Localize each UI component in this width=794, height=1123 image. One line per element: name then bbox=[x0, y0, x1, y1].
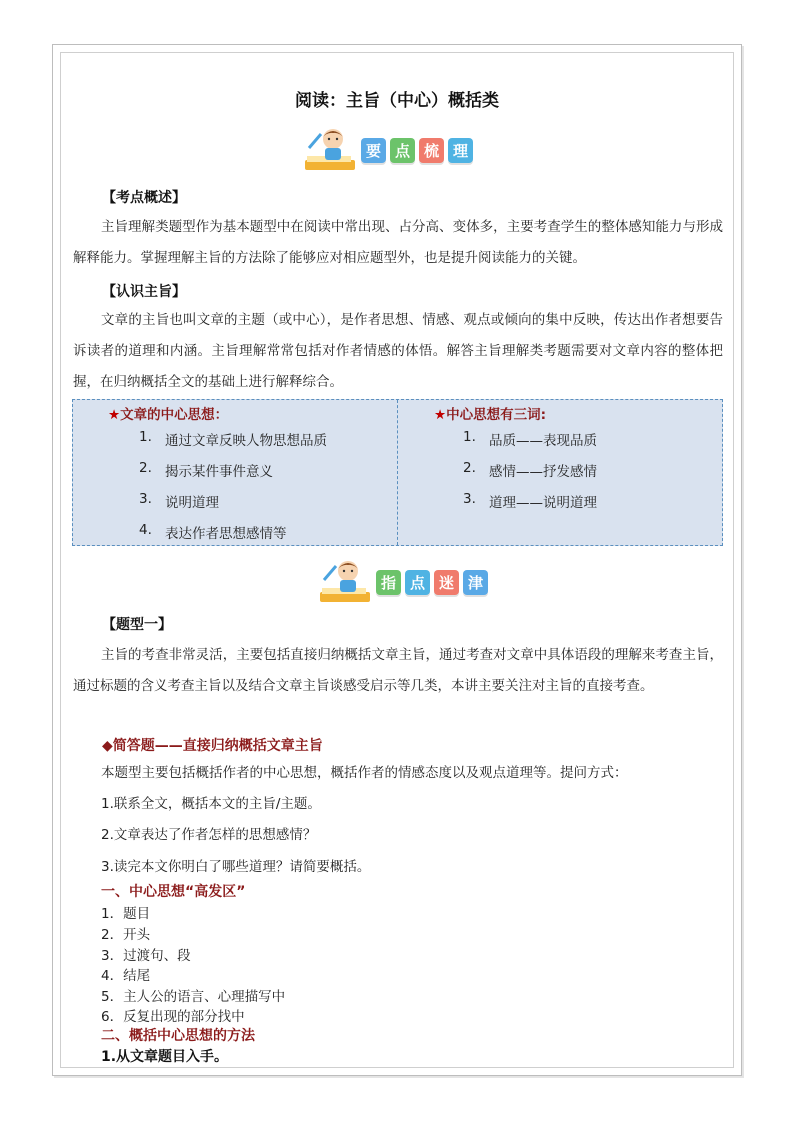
tips-banner bbox=[318, 558, 488, 606]
part1-heading: 一、中心思想“高发区” bbox=[101, 884, 246, 900]
summary-right-column bbox=[398, 400, 722, 545]
part1-item: 2．开头 bbox=[101, 927, 151, 943]
section3-heading: 【题型一】 bbox=[102, 617, 172, 633]
banner1-tile: 梳 bbox=[419, 138, 444, 163]
summary-left-item: 2. 揭示某件事件意义 bbox=[139, 460, 273, 480]
summary-left-item: 4. 表达作者思想感情等 bbox=[139, 522, 287, 542]
part1-item: 3．过渡句、段 bbox=[101, 948, 191, 964]
star-icon: ★ bbox=[434, 407, 447, 423]
banner2-tile: 迷 bbox=[434, 570, 459, 595]
qa-question: 1.联系全文，概括本文的主旨/主题。 bbox=[101, 796, 321, 812]
summary-right-item: 2. 感情——抒发感情 bbox=[463, 460, 597, 480]
section3-text: 主旨的考查非常灵活，主要包括直接归纳概括文章主旨，通过考查对文章中具体语段的理解来考查主旨，通过标题的含义考查主旨以及结合文章主旨谈感受启示等几类，本讲主要关注对主旨的直接考查。 bbox=[73, 647, 723, 694]
banner1-tile: 理 bbox=[448, 138, 473, 163]
qa-question: 2.文章表达了作者怎样的思想感情？ bbox=[101, 827, 317, 843]
summary-right-item: 1. 品质——表现品质 bbox=[463, 429, 597, 449]
part2-item: 1.从文章题目入手。 bbox=[101, 1049, 229, 1065]
student-illustration-icon bbox=[318, 558, 374, 606]
part1-item: 5．主人公的语言、心理描写中 bbox=[101, 989, 286, 1005]
qa-heading: ◆简答题——直接归纳概括文章主旨 bbox=[102, 738, 323, 754]
page-title: 阅读：主旨（中心）概括类 bbox=[295, 91, 499, 111]
summary-right-title: ★中心思想有三词: bbox=[434, 407, 547, 423]
banner1-tile: 要 bbox=[361, 138, 386, 163]
key-points-banner bbox=[303, 126, 473, 174]
part1-item: 1．题目 bbox=[101, 906, 151, 922]
section1-heading: 【考点概述】 bbox=[102, 190, 186, 206]
star-icon: ★ bbox=[108, 407, 121, 423]
section2-heading: 【认识主旨】 bbox=[102, 284, 186, 300]
summary-left-column bbox=[73, 400, 398, 545]
banner2-tile: 指 bbox=[376, 570, 401, 595]
summary-left-item: 3. 说明道理 bbox=[139, 491, 219, 511]
qa-intro: 本题型主要包括概括作者的中心思想，概括作者的情感态度以及观点道理等。提问方式： bbox=[101, 765, 628, 781]
summary-left-item: 1. 通过文章反映人物思想品质 bbox=[139, 429, 327, 449]
student-illustration-icon bbox=[303, 126, 359, 174]
banner2-tile: 津 bbox=[463, 570, 488, 595]
part2-heading: 二、概括中心思想的方法 bbox=[101, 1028, 255, 1044]
center-idea-summary-box bbox=[72, 399, 723, 546]
summary-left-title: ★文章的中心思想： bbox=[108, 407, 229, 423]
section2-text: 文章的主旨也叫文章的主题（或中心），是作者思想、情感、观点或倾向的集中反映，传达出作者想要告诉读者的道理和内涵。主旨理解常常包括对作者情感的体悟。解答主旨理解类考题需要对文章内容的整体把握，在归纳概括全文的基础上进行解释综合。 bbox=[73, 312, 723, 390]
qa-question: 3.读完本文你明白了哪些道理？请简要概括。 bbox=[101, 859, 371, 875]
part1-item: 4．结尾 bbox=[101, 968, 151, 984]
part1-item: 6．反复出现的部分找中 bbox=[101, 1009, 245, 1025]
banner2-tile: 点 bbox=[405, 570, 430, 595]
banner1-tile: 点 bbox=[390, 138, 415, 163]
section1-text: 主旨理解类题型作为基本题型中在阅读中常出现、占分高、变体多，主要考查学生的整体感知能力与形成解释能力。掌握理解主旨的方法除了能够应对相应题型外，也是提升阅读能力的关键。 bbox=[73, 219, 723, 266]
summary-right-item: 3. 道理——说明道理 bbox=[463, 491, 597, 511]
